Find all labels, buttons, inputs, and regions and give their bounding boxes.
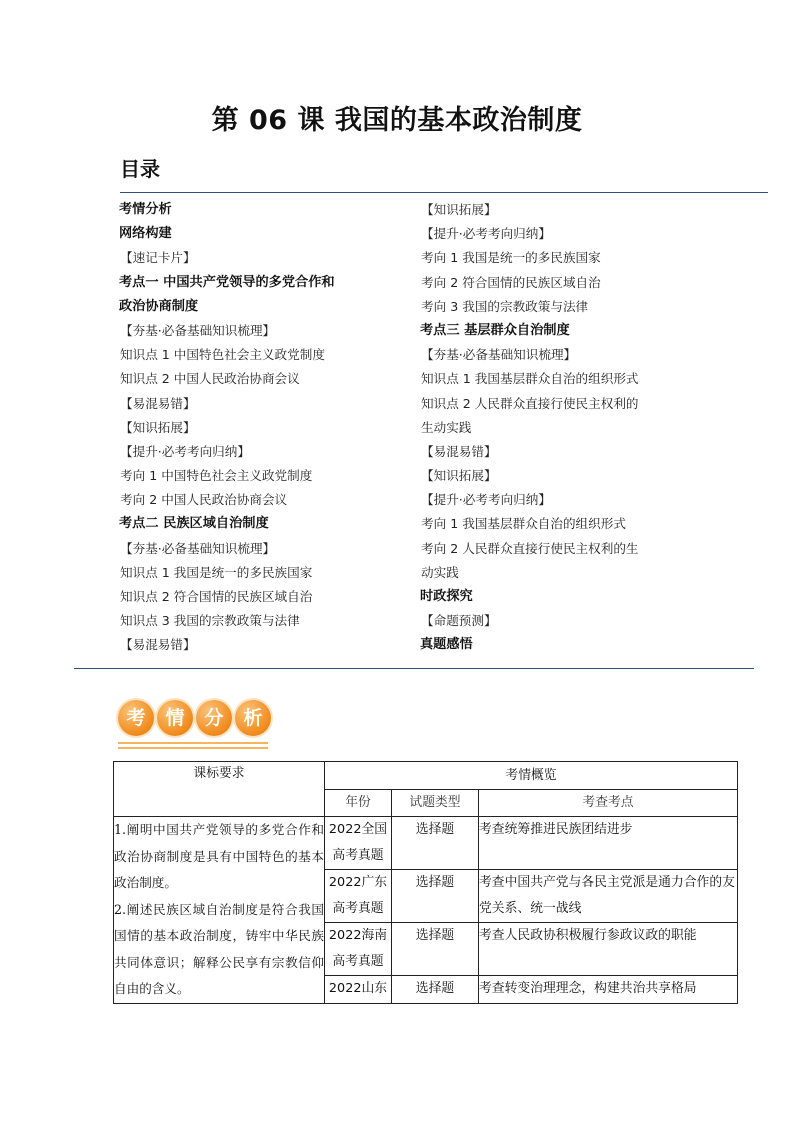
badge-char: 情 [157, 700, 193, 736]
toc-entry[interactable]: 【夯基·必备基础知识梳理】 [421, 347, 577, 363]
requirement-item: 1.阐明中国共产党领导的多党合作和政治协商制度是具有中国特色的基本政治制度。 [114, 822, 324, 890]
toc-bottom-divider [74, 668, 754, 669]
toc-entry[interactable]: 【易混易错】 [421, 443, 497, 459]
page-title: 第 06 课 我国的基本政治制度 [211, 105, 583, 136]
toc-entry[interactable]: 【知识拓展】 [421, 468, 497, 484]
toc-entry[interactable]: 【易混易错】 [120, 395, 196, 411]
toc-entry[interactable]: 知识点 2 人民群众直接行使民主权利的 [421, 395, 639, 411]
cell-question-type: 选择题 [392, 976, 479, 1003]
header-curriculum-requirements: 课标要求 [114, 762, 325, 817]
header-exam-overview: 考情概览 [325, 762, 738, 790]
toc-entry[interactable]: 知识点 1 中国特色社会主义政党制度 [120, 347, 325, 363]
toc-top-divider [120, 192, 768, 193]
toc-entry[interactable]: 生动实践 [421, 419, 472, 435]
toc-section-entry[interactable]: 网络构建 [119, 226, 172, 242]
cell-question-type: 选择题 [392, 870, 479, 923]
requirement-item: 2.阐述民族区域自治制度是符合我国国情的基本政治制度，铸牢中华民族共同体意识；解释公民享有宗教信仰自由的含义。 [114, 901, 324, 996]
badge-char: 考 [118, 700, 154, 736]
table-row [114, 817, 738, 870]
toc-entry[interactable]: 动实践 [421, 564, 459, 580]
toc-entry[interactable]: 【夯基·必备基础知识梳理】 [120, 540, 276, 556]
cell-exam-point: 考查转变治理理念，构建共治共享格局 [479, 976, 738, 1003]
toc-entry[interactable]: 考向 3 我国的宗教政策与法律 [421, 298, 589, 314]
cell-question-type: 选择题 [392, 923, 479, 976]
toc-right-column [420, 198, 639, 658]
toc-entry[interactable]: 知识点 1 我国是统一的多民族国家 [120, 564, 313, 580]
toc-entry[interactable]: 【知识拓展】 [421, 202, 497, 217]
badge-underline [118, 742, 268, 752]
toc-left-column [119, 198, 335, 658]
toc-entry[interactable]: 考向 2 中国人民政治协商会议 [120, 492, 288, 508]
toc-entry[interactable]: 【提升·必考考向归纳】 [120, 443, 250, 459]
toc-entry[interactable]: 考向 1 中国特色社会主义政党制度 [120, 468, 313, 484]
toc-entry[interactable]: 知识点 1 我国基层群众自治的组织形式 [421, 371, 639, 387]
toc-section-entry[interactable]: 政治协商制度 [119, 298, 199, 314]
toc-entry[interactable]: 【提升·必考考向归纳】 [421, 226, 551, 242]
toc-entry[interactable]: 知识点 2 中国人民政治协商会议 [120, 371, 300, 387]
cell-year: 2022海南高考真题 [325, 923, 392, 976]
cell-question-type: 选择题 [392, 817, 479, 870]
toc-section-entry[interactable]: 真题感悟 [420, 637, 473, 653]
cell-year: 2022广东高考真题 [325, 870, 392, 923]
toc-entry[interactable]: 【速记卡片】 [120, 250, 196, 266]
toc-entry[interactable]: 考向 1 我国基层群众自治的组织形式 [421, 516, 626, 532]
toc-section-entry[interactable]: 考情分析 [119, 202, 172, 217]
section-badge-kaoqing-fenxi [118, 700, 271, 736]
toc-entry[interactable]: 【知识拓展】 [120, 419, 196, 435]
table-header-row [114, 762, 738, 790]
exam-overview-table [113, 761, 738, 1004]
badge-char: 分 [196, 700, 232, 736]
toc-entry[interactable]: 【提升·必考考向归纳】 [421, 492, 551, 508]
toc-entry[interactable]: 【命题预测】 [421, 613, 497, 629]
toc-entry[interactable]: 知识点 2 符合国情的民族区域自治 [120, 589, 313, 604]
toc-section-entry[interactable]: 时政探究 [420, 589, 473, 604]
subheader-exam-point: 考查考点 [479, 790, 738, 817]
toc-entry[interactable]: 考向 2 人民群众直接行使民主权利的生 [421, 540, 639, 556]
cell-exam-point: 考查中国共产党与各民主党派是通力合作的友党关系、统一战线 [479, 870, 738, 923]
badge-char: 析 [235, 700, 271, 736]
toc-section-entry[interactable]: 考点三 基层群众自治制度 [420, 322, 570, 338]
toc-entry[interactable]: 考向 2 符合国情的民族区域自治 [421, 274, 601, 290]
toc-section-entry[interactable]: 考点二 民族区域自治制度 [119, 516, 269, 532]
toc-entry[interactable]: 【易混易错】 [120, 637, 196, 653]
requirements-cell [114, 817, 325, 1004]
cell-exam-point: 考查统筹推进民族团结进步 [479, 817, 738, 870]
toc-entry[interactable]: 知识点 3 我国的宗教政策与法律 [120, 613, 300, 629]
cell-year: 2022山东 [325, 976, 392, 1003]
cell-year: 2022全国高考真题 [325, 817, 392, 870]
toc-heading: 目录 [120, 157, 160, 181]
toc-entry[interactable]: 考向 1 我国是统一的多民族国家 [421, 250, 601, 266]
subheader-year: 年份 [325, 790, 392, 817]
toc-section-entry[interactable]: 考点一 中国共产党领导的多党合作和 [119, 274, 335, 290]
subheader-question-type: 试题类型 [392, 790, 479, 817]
toc-entry[interactable]: 【夯基·必备基础知识梳理】 [120, 322, 276, 338]
cell-exam-point: 考查人民政协积极履行参政议政的职能 [479, 923, 738, 976]
